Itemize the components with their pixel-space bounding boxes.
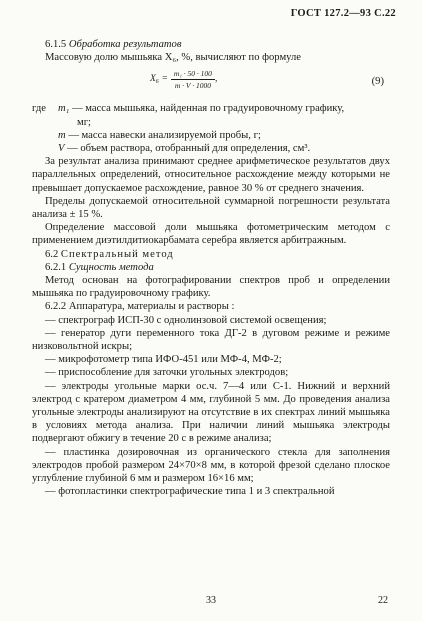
section-number: 6.2: [45, 248, 59, 260]
legend-symbol: m: [58, 129, 66, 141]
legend-row: [32, 142, 390, 155]
section-title: Аппаратура, материалы и растворы :: [68, 301, 235, 313]
list-item: — спектрограф ИСП-30 с однолинзовой системой освещения;: [45, 314, 327, 326]
legend-item: [58, 102, 344, 115]
list-item: — микрофотометр типа ИФО-451 или МФ-4, МФ-2;: [45, 354, 282, 366]
section-number: 6.1.5: [45, 39, 67, 50]
section-heading-6-1-5: [32, 38, 390, 51]
page-number-right: 22: [378, 595, 388, 606]
paragraph: За результат анализа принимают среднее арифметическое результатов двух параллельных определений, относительное расхождение между которыми не превышает допускаемое расхождение, равное 30 % от среднего значения.: [32, 156, 390, 194]
formula-numerator: m₁ · 50 · 100: [171, 68, 215, 80]
legend-where: где: [32, 103, 46, 115]
legend-row: [32, 129, 390, 142]
formula-fraction: [171, 68, 218, 91]
section-title: Сущность метода: [68, 261, 154, 273]
list-item: — генератор дуги переменного тока ДГ-2 в дуговом режиме и режиме низковольтной искры;: [32, 327, 390, 353]
list-item: — фотопластинки спектрографические типа 1 и 3 спектральной: [45, 486, 335, 498]
formula-intro: Массовую долю мышьяка X₆, %, вычисляют по формуле: [45, 52, 301, 64]
paragraph: Метод основан на фотографировании спектров проб и определении мышьяка по градуировочному графику.: [32, 275, 390, 300]
formula-legend: [32, 102, 390, 155]
section-heading-6-2-1: [32, 261, 390, 274]
legend-spacer: [32, 142, 58, 155]
section-number: 6.2.1: [45, 261, 67, 273]
legend-item: [58, 142, 310, 155]
paragraph: Пределы допускаемой относительной суммарной погрешности результата анализа ± 15 %.: [32, 195, 390, 221]
legend-row: [32, 102, 390, 115]
formula-denominator: m · V · 1000: [174, 81, 211, 91]
legend-text: — масса мышьяка, найденная по градуировочному графику,: [72, 103, 345, 115]
equation-number: (9): [371, 76, 384, 88]
page-header: ГОСТ 127.2—93 С.22: [290, 8, 396, 19]
legend-text: — объем раствора, отобранный для определения, см³.: [67, 143, 311, 155]
section-title: Обработка результатов: [68, 39, 182, 50]
section-title: Спектральный метод: [60, 248, 174, 260]
formula-block: [32, 66, 390, 100]
legend-symbol: m₁: [58, 103, 70, 115]
formula: [150, 68, 217, 91]
paragraph: Определение массовой доли мышьяка фотометрическим методом с применением диэтилдитиокарбамата серебра является арбитражным.: [32, 222, 390, 247]
list-item: — электроды угольные марки ос.ч. 7—4 или С-1. Нижний и верхний электрод с кратером диаметром 4 мм, глубиной 5 мм. До проведения анализа угольные электроды анализируют на отсутствие в их спектрах линий мышьяка в условиях метода анализа. При наличии линий мышьяка электроды подвергают обжигу в течение 20 с в режиме анализа;: [32, 380, 390, 445]
page-number-center: 33: [206, 595, 216, 606]
section-heading-6-2-2: [32, 300, 390, 313]
list-item: — пластинка дозировочная из органического стекла для заполнения электродов пробой размером 24×70×8 мм, в которой фрезой сделано плоское углубление глубиной 6 мм и размером 16×16 мм;: [32, 446, 390, 485]
legend-item: [58, 129, 261, 142]
section-heading-6-2: [32, 248, 390, 261]
formula-tail: ,: [214, 74, 218, 85]
document-body: [32, 38, 390, 499]
legend-spacer: [32, 129, 58, 142]
legend-symbol: V: [58, 143, 65, 155]
list-item: — приспособление для заточки угольных электродов;: [45, 367, 289, 379]
section-number: 6.2.2: [45, 301, 67, 313]
formula-lhs: X₆ =: [150, 74, 168, 85]
legend-text: — масса навески анализируемой пробы, г;: [68, 129, 261, 141]
legend-continuation: мг;: [77, 116, 91, 128]
